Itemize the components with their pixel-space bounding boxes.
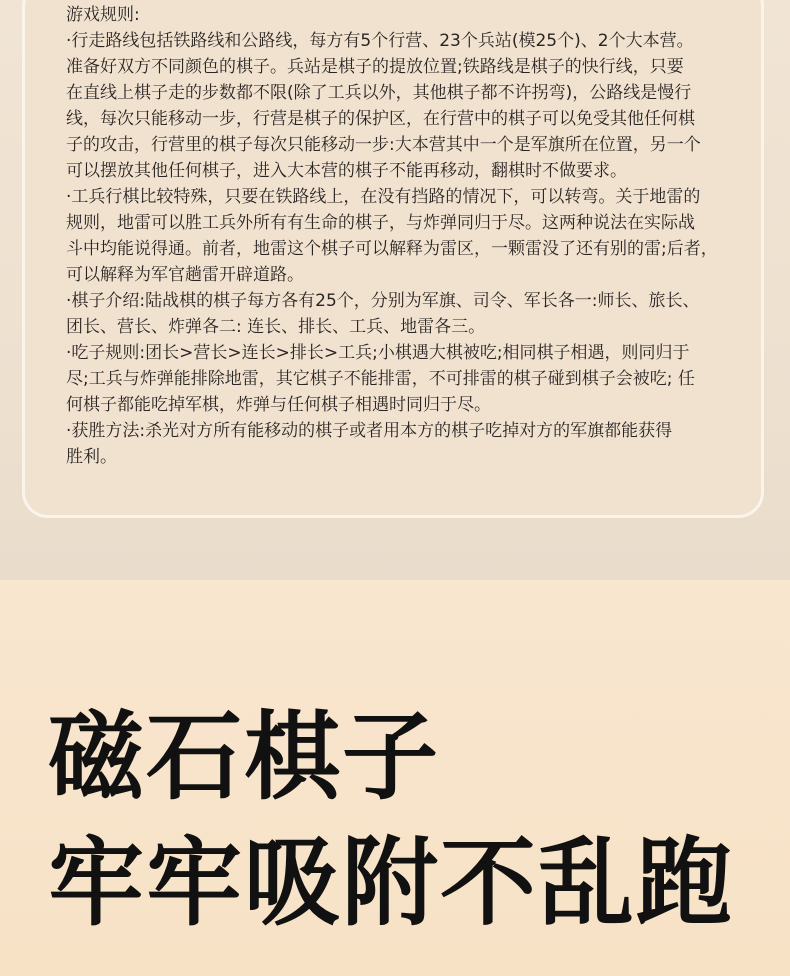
rules-paragraph-pieces: ·棋子介绍:陆战棋的棋子每方各有25个，分别为军旗、司令、军长各一:师长、旅长、 团长、营长、炸弹各二: 连长、排长、工兵、地雷各三。 [66, 291, 700, 337]
rules-heading: 游戏规则: [66, 5, 140, 25]
rules-paragraph-capture: ·吃子规则:团长>营长>连长>排长>工兵;小棋遇大棋被吃;相同棋子相遇，则同归于 尽;工兵与炸弹能排除地雷，其它棋子不能排雷，不可排雷的棋子碰到棋子会被吃; 任 何棋子都能吃掉军棋，炸弹与任何棋子相遇时同归于尽。 [66, 343, 695, 415]
rules-paragraph-routes: ·行走路线包括铁路线和公路线，每方有5个行营、23个兵站(模25个)、2个大本营。 准备好双方不同颜色的棋子。兵站是棋子的提放位置;铁路线是棋子的快行线，只要 在直线上棋子走的步数都不限(除了工兵以外，其他棋子都不许拐弯)，公路线是慢行 线，每次只能移动一步，行营是棋子的保护区，在行营中的棋子可以免受其他任何棋 子的攻击，行营里的棋子每次只能移动一步:大本营其中一个是军旗所在位置，另一个 可以摆放其他任何棋子，进入大本营的棋子不能再移动，翻棋时不做要求。 [66, 31, 701, 181]
rules-paragraph-engineer: ·工兵行棋比较特殊，只要在铁路线上，在没有挡路的情况下，可以转弯。关于地雷的 规则，地雷可以胜工兵外所有有生命的棋子，与炸弹同归于尽。这两种说法在实际战 斗中均能说得通。前者，地雷这个棋子可以解释为雷区，一颗雷没了还有别的雷;后者， 可以解释为军官趟雷开辟道路。 [66, 187, 718, 285]
headline-magnetic-pieces: 磁石棋子 [48, 701, 440, 813]
rules-text [66, 2, 734, 470]
rules-paragraph-victory: ·获胜方法:杀光对方所有能移动的棋子或者用本方的棋子吃掉对方的军旗都能获得 胜利。 [66, 421, 673, 467]
headline-firmly-attached: 牢牢吸附不乱跑 [48, 827, 734, 939]
